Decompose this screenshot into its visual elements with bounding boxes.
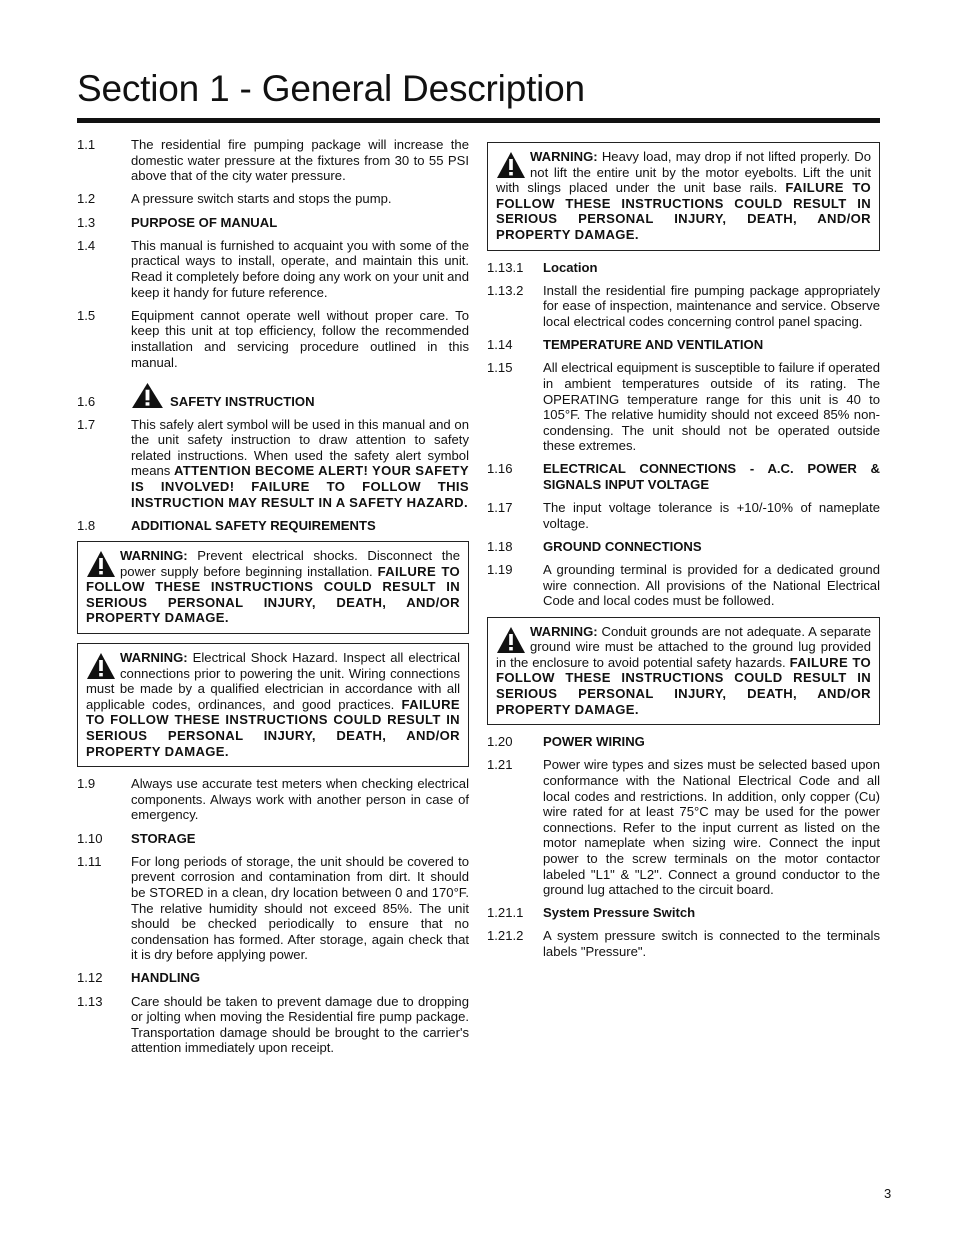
- heading-electrical-connections: [487, 461, 880, 492]
- paragraph-number: 1.16: [487, 461, 513, 477]
- warning-triangle-icon: [86, 550, 116, 578]
- warning-box-conduit-grounds: [487, 617, 880, 726]
- page-number: 3: [884, 1186, 892, 1201]
- paragraph-1-2: [77, 191, 469, 207]
- paragraph-text: Power wire types and sizes must be selected based upon conformance with the National Electrical Code and all local codes and restrictions. In addition, only copper (Cu) wire rated for at least 75°C may be used for the power connections. Refer to the input current as listed on the motor nameplate when sizing wire. Connect the input power to the screw terminals on the motor contactor labeled "L1" & "L2". Connect a ground conductor to the ground lug attached to the circuit board.: [543, 757, 880, 898]
- heading-text: HANDLING: [131, 970, 201, 986]
- heading-text: STORAGE: [131, 830, 196, 846]
- paragraph-number: 1.10: [77, 830, 103, 846]
- paragraph-1-13-2: [487, 283, 880, 330]
- warning-consequence: FAILURE TO FOLLOW THESE INSTRUCTIONS COULD RESULT IN SERIOUS PERSONAL INJURY, DEATH, AND/OR PROPERTY DAMAGE.: [496, 180, 871, 242]
- warning-box-heavy-load: [487, 142, 880, 251]
- paragraph-number: 1.6: [77, 393, 96, 409]
- paragraph-number: 1.15: [487, 360, 513, 376]
- heading-text: ELECTRICAL CONNECTIONS - A.C. POWER & SIGNALS INPUT VOLTAGE: [543, 461, 880, 493]
- paragraph-number: 1.14: [487, 337, 513, 353]
- paragraph-number: 1.21.2: [487, 928, 524, 944]
- warning-label: WARNING:: [120, 650, 188, 665]
- paragraph-1-19: [487, 562, 880, 609]
- paragraph-1-13: [77, 994, 469, 1056]
- paragraph-number: 1.9: [77, 776, 96, 792]
- paragraph-number: 1.3: [77, 214, 96, 230]
- warning-box-shock-hazard: [77, 643, 469, 767]
- paragraph-1-4: [77, 238, 469, 300]
- paragraph-number: 1.1: [77, 137, 96, 152]
- heading-ground-connections: [487, 539, 880, 555]
- title-rule: [77, 118, 880, 123]
- paragraph-text: All electrical equipment is susceptible to failure if operated in ambient temperatures outside of its rating. The OPERATING temperature range for this unit is 40 to 105°F. The relative humidity should not exceed 85% non-condensing. The unit should not be operated outside these extremes.: [543, 360, 880, 454]
- warning-triangle-icon: [496, 151, 526, 179]
- warning-label: WARNING:: [530, 623, 598, 639]
- heading-text: System Pressure Switch: [543, 905, 696, 921]
- left-column: [77, 137, 469, 1064]
- heading-handling: [77, 970, 469, 986]
- paragraph-number: 1.18: [487, 539, 513, 555]
- heading-text: SAFETY INSTRUCTION: [170, 393, 315, 409]
- paragraph-number: 1.21.1: [487, 905, 524, 921]
- paragraph-text: Install the residential fire pumping package appropriately for ease of inspection, maintenance and service. Observe local electrical codes concerning control panel spacing.: [543, 282, 880, 329]
- paragraph-number: 1.13.1: [487, 259, 524, 275]
- paragraph-1-15: [487, 360, 880, 454]
- paragraph-text: Care should be taken to prevent damage due to dropping or jolting when moving the Residential fire pump package. Transportation damage should be brought to the carrier's attention immediately upon receipt.: [131, 993, 469, 1056]
- paragraph-text: A pressure switch starts and stops the pump.: [131, 191, 392, 207]
- heading-text: ADDITIONAL SAFETY REQUIREMENTS: [131, 517, 376, 533]
- paragraph-number: 1.4: [77, 237, 96, 253]
- paragraph-text: A system pressure switch is connected to the terminals labels "Pressure".: [543, 928, 880, 960]
- warning-triangle-icon: [496, 626, 526, 654]
- paragraph-1-21: [487, 757, 880, 897]
- paragraph-1-11: [77, 854, 469, 963]
- paragraph-number: 1.5: [77, 307, 96, 323]
- paragraph-number: 1.20: [487, 734, 513, 750]
- paragraph-number: 1.11: [77, 853, 102, 869]
- heading-power-wiring: [487, 734, 880, 750]
- warning-triangle-icon: [86, 652, 116, 680]
- warning-box-electrical-shock: [77, 541, 469, 634]
- paragraph-text: The input voltage tolerance is +10/-10% of nameplate voltage.: [543, 500, 880, 531]
- paragraph-number: 1.2: [77, 191, 96, 207]
- alert-text: ATTENTION BECOME ALERT! YOUR SAFETY IS INVOLVED! FAILURE TO FOLLOW THIS INSTRUCTION MAY RESULT IN A SAFETY HAZARD.: [131, 463, 469, 510]
- heading-additional-safety: [77, 518, 469, 534]
- heading-storage: [77, 831, 469, 847]
- heading-text: PURPOSE OF MANUAL: [131, 214, 278, 230]
- paragraph-number: 1.19: [487, 562, 513, 578]
- warning-consequence: FAILURE TO FOLLOW THESE INSTRUCTIONS COULD RESULT IN SERIOUS PERSONAL INJURY, DEATH, AND/OR PROPERTY DAMAGE.: [86, 696, 460, 759]
- paragraph-number: 1.7: [77, 416, 96, 432]
- paragraph-text: Equipment cannot operate well without proper care. To keep this unit at top efficiency, follow the recommended installation and servicing procedure outlined in this manual.: [131, 307, 469, 370]
- safety-alert-icon: [131, 382, 164, 409]
- heading-safety-instruction: [77, 382, 469, 409]
- warning-consequence: FAILURE TO FOLLOW THESE INSTRUCTIONS COULD RESULT IN SERIOUS PERSONAL INJURY, DEATH, AND/OR PROPERTY DAMAGE.: [86, 563, 460, 626]
- heading-purpose-of-manual: [77, 215, 469, 231]
- warning-text: Heavy load, may drop if not lifted properly. Do not lift the entire unit by the motor eyebolts. Lift the unit with slings placed under the unit base rails.: [496, 149, 871, 196]
- heading-text: Location: [543, 259, 598, 275]
- paragraph-1-5: [77, 308, 469, 370]
- paragraph-number: 1.17: [487, 500, 513, 516]
- heading-location: [487, 260, 880, 276]
- paragraph-1-17: [487, 500, 880, 531]
- page-title: Section 1 - General Description: [77, 68, 585, 109]
- heading-system-pressure-switch: [487, 905, 880, 921]
- paragraph-1-1: [77, 137, 469, 184]
- paragraph-1-9: [77, 776, 469, 823]
- paragraph-1-7: [77, 417, 469, 511]
- paragraph-1-21-2: [487, 928, 880, 959]
- right-column: [487, 137, 880, 967]
- heading-temperature-ventilation: [487, 337, 880, 353]
- paragraph-number: 1.21: [487, 757, 513, 773]
- paragraph-text: This manual is furnished to acquaint you with some of the practical ways to install, operate, and maintain this unit. Read it completely before doing any work on your unit and keep it handy for future reference.: [131, 237, 469, 300]
- warning-consequence: FAILURE TO FOLLOW THESE INSTRUCTIONS COULD RESULT IN SERIOUS PERSONAL INJURY, DEATH, AND/OR PROPERTY DAMAGE.: [496, 654, 871, 717]
- paragraph-body: [131, 417, 469, 511]
- heading-text: GROUND CONNECTIONS: [543, 539, 702, 555]
- paragraph-number: 1.12: [77, 970, 103, 986]
- warning-label: WARNING:: [530, 149, 598, 164]
- warning-text: Prevent electrical shocks. Disconnect the power supply before beginning installation.: [120, 548, 460, 579]
- paragraph-number: 1.13.2: [487, 282, 524, 298]
- paragraph-text: For long periods of storage, the unit should be covered to prevent corrosion and contamination from dirt. It should be STORED in a clean, dry location between 0 and 170°F. The relative humidity should not exceed 85%. The unit should be checked periodically to ensure that no condensation has formed. After storage, again check that it is dry before applying power.: [131, 853, 469, 963]
- warning-label: WARNING:: [120, 548, 188, 564]
- paragraph-text: The residential fire pumping package will increase the domestic water pressure at the fixtures from 30 to 55 PSI above that of the city water pressure.: [131, 137, 469, 184]
- paragraph-text: A grounding terminal is provided for a dedicated ground wire connection. All provisions of the National Electrical Code and local codes must be followed.: [543, 562, 880, 609]
- warning-text: Conduit grounds are not adequate. A separate ground wire must be attached to the ground lug provided in the enclosure to avoid potential safety hazards.: [496, 623, 871, 670]
- paragraph-number: 1.8: [77, 517, 96, 533]
- paragraph-text: Always use accurate test meters when checking electrical components. Always work with another person in case of emergency.: [131, 776, 469, 823]
- heading-text: TEMPERATURE AND VENTILATION: [543, 337, 764, 353]
- warning-text: Electrical Shock Hazard. Inspect all electrical connections prior to powering the unit. Wiring connections must be made by a qualified electrician in accordance with all applicable codes, ordinances, and good practices.: [86, 650, 460, 712]
- heading-text: POWER WIRING: [543, 734, 645, 750]
- paragraph-text: This safely alert symbol will be used in this manual and on the unit safety instruction to draw attention to safety related instructions. When used the safety alert symbol means: [131, 416, 469, 479]
- paragraph-number: 1.13: [77, 993, 103, 1009]
